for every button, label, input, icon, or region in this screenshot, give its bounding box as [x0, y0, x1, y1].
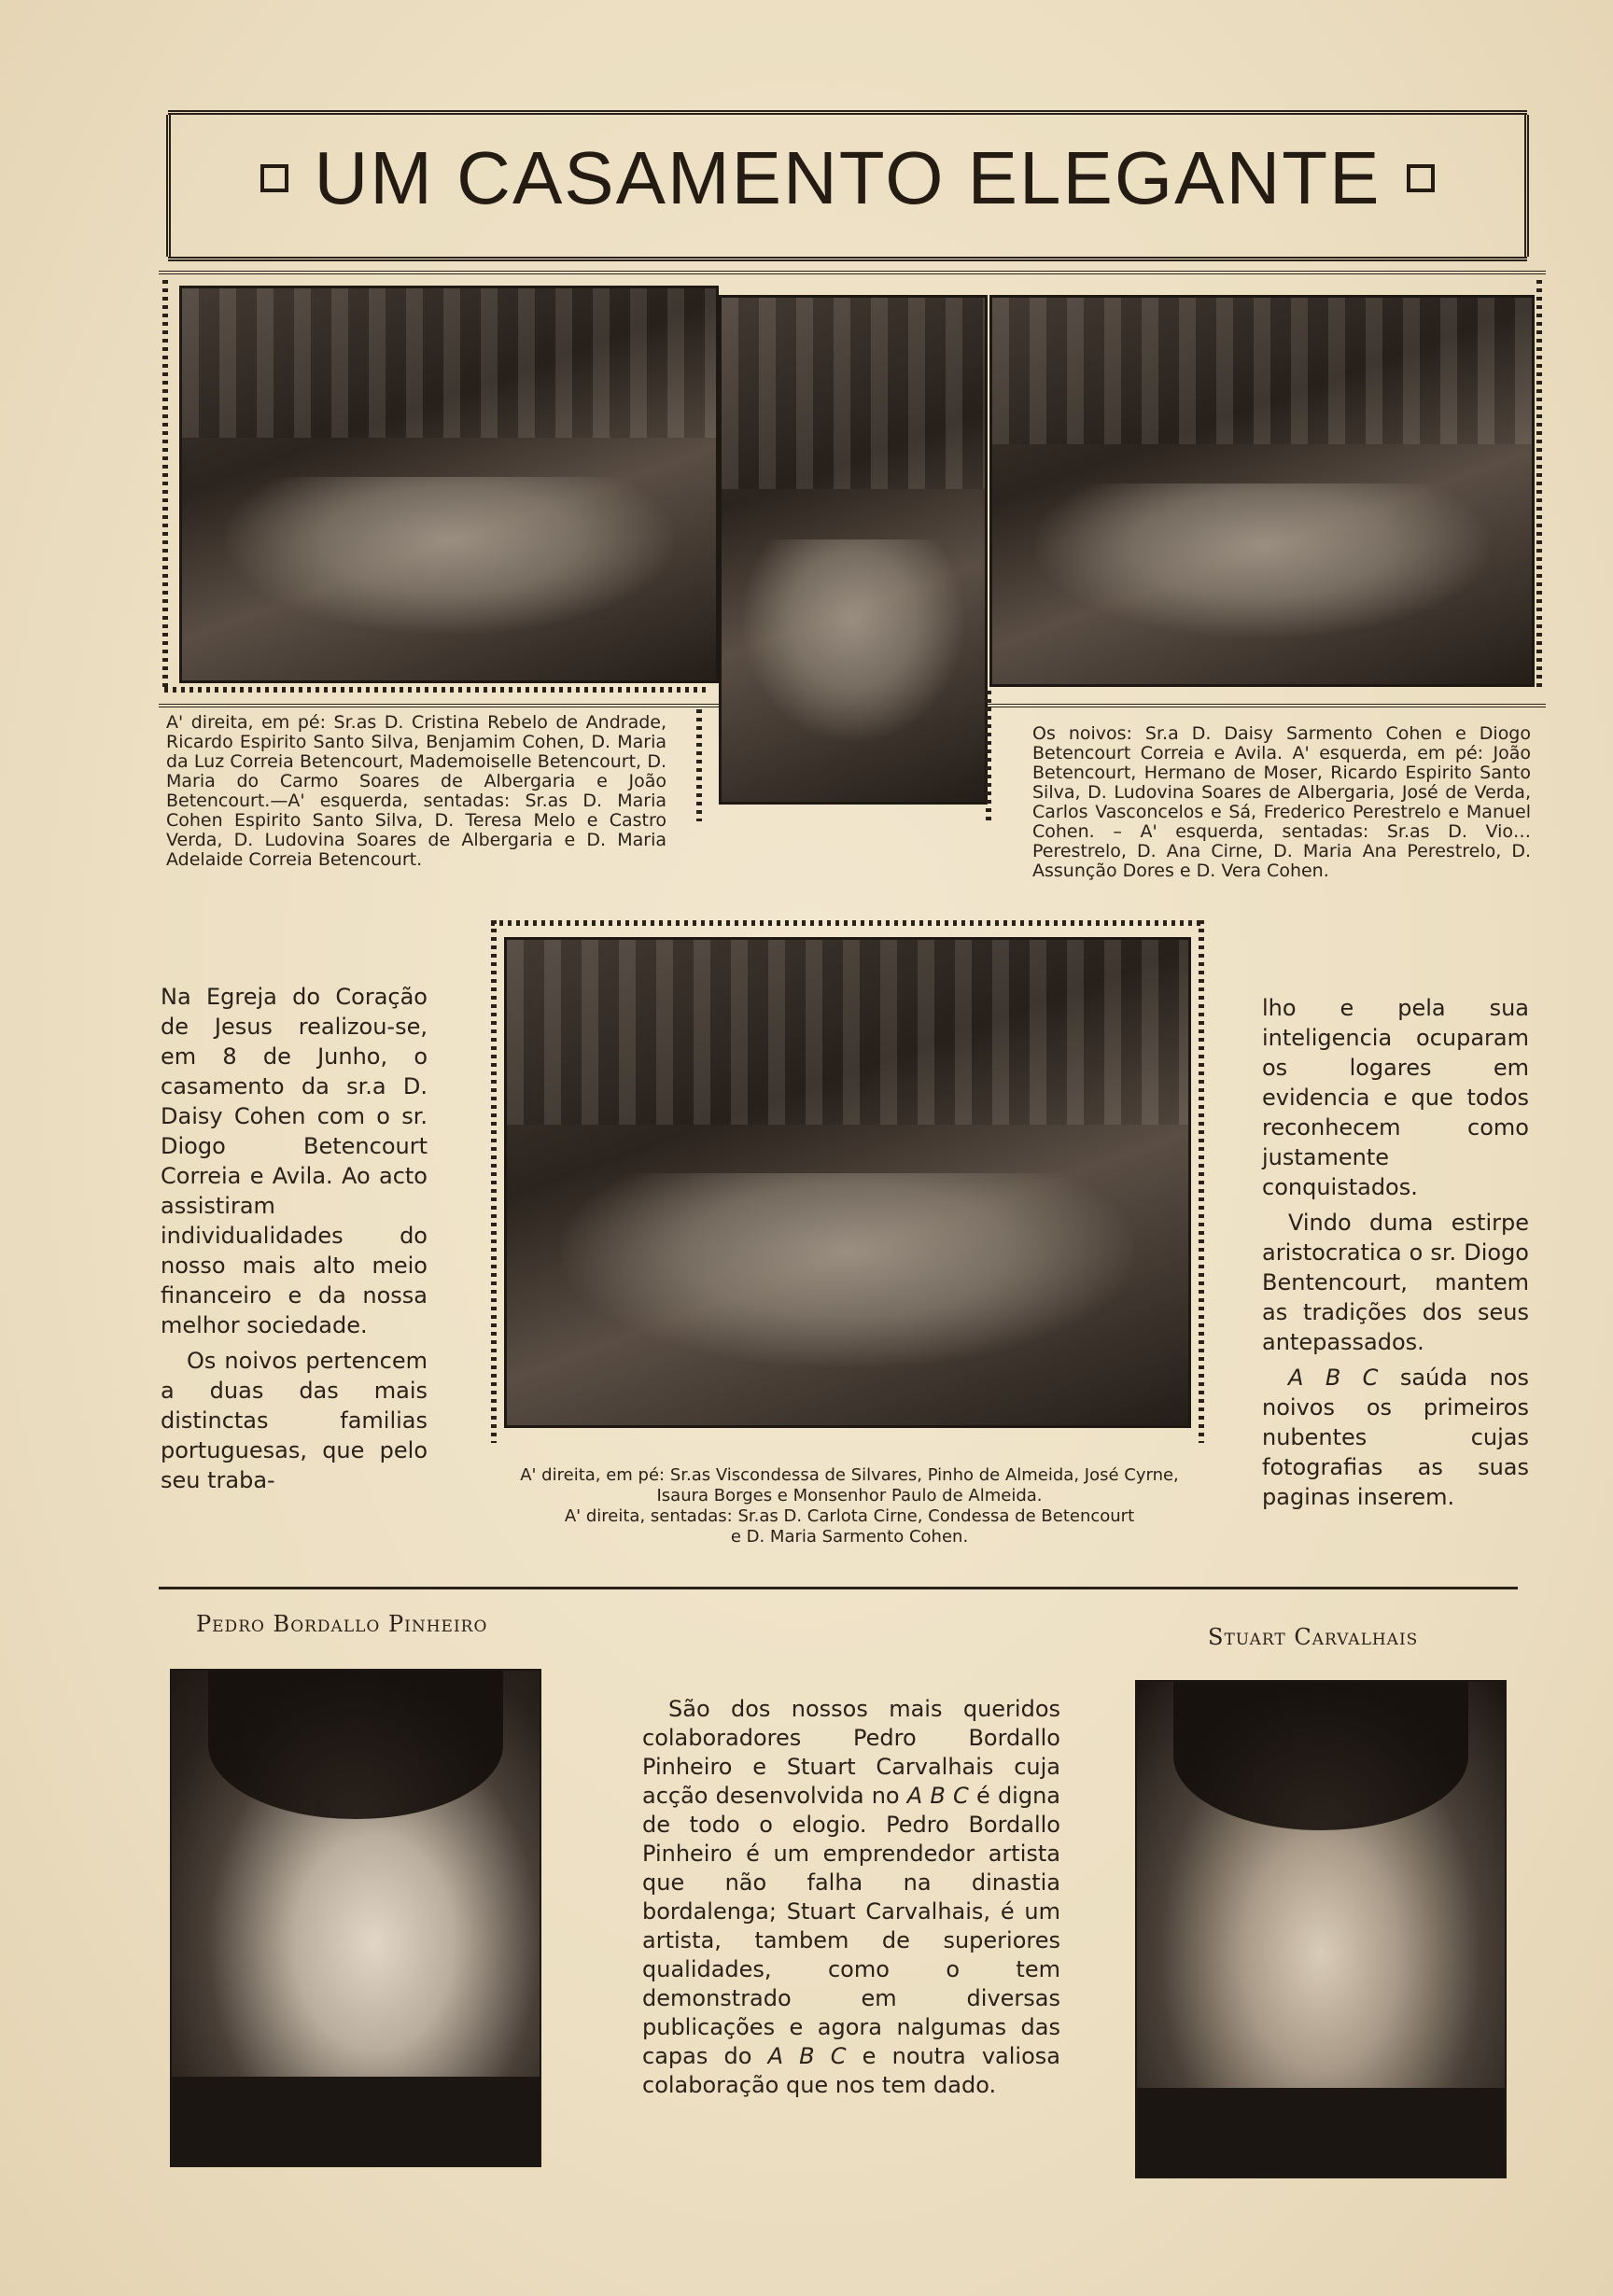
paragraph: Os noivos pertencem a duas das mais distinctas familias portuguesas, que pelo seu traba- — [161, 1348, 428, 1493]
caption-right: Os noivos: Sr.a D. Daisy Sarmento Cohen e Diogo Betencourt Correia e Avila. A' esquerda, em pé: João Betencourt, Hermano de Moser, Ricardo Espirito Santo Silva, D. Ludovina Soares de Albergaria, José de Verda, Carlos Vasconcelos e Sá, Frederico Perestrelo e Manuel Cohen. – A' esquerda, sentadas: Sr.as D. Vio… Perestrelo, D. Ana Cirne, D. Maria Ana Perestrelo, D. Assunção Dores e D. Vera Cohen. — [1032, 723, 1531, 881]
paragraph: Vindo duma estirpe aristocratica o sr. Diogo Bentencourt, mantem as tradições dos seus antepassados. — [1262, 1210, 1529, 1355]
title-frame — [168, 110, 1527, 261]
square-ornament-icon — [260, 164, 288, 192]
portrait-stuart-carvalhais — [1135, 1680, 1507, 2178]
portrait-hair — [1173, 1682, 1467, 1830]
square-ornament-icon — [1407, 164, 1435, 192]
article-left-column — [161, 982, 428, 1501]
dotted-border — [164, 687, 708, 693]
name-label-right: Stuart Carvalhais — [1208, 1624, 1419, 1650]
dotted-border — [696, 709, 702, 821]
paragraph — [1262, 1363, 1529, 1512]
dotted-border — [491, 920, 497, 1443]
abc-emphasis: A B C — [1288, 1365, 1379, 1391]
caption-center — [467, 1465, 1232, 1547]
article-title — [168, 135, 1527, 221]
article-right-column — [1262, 993, 1529, 1518]
dotted-border — [1199, 920, 1204, 1443]
dotted-border — [1536, 280, 1542, 691]
section-divider — [159, 1587, 1518, 1589]
caption-center-line: A' direita, sentadas: Sr.as D. Carlota Cirne, Condessa de Betencourt — [564, 1506, 1135, 1526]
paragraph-text: é digna de todo o elogio. Pedro Bordallo Pinheiro é um emprendedor artista que não falha na dinastia bordalenga; Stuart Carvalhais, é um artista, tambem de superiores qualidades, como o tem demonstrado em diversas publicações e agora nalgumas das capas do — [642, 1783, 1061, 2069]
dotted-border — [162, 280, 168, 691]
portrait-collar — [1137, 2088, 1505, 2177]
bottom-article-text — [642, 1695, 1060, 2106]
paragraph: Na Egreja do Coração de Jesus realizou-se, em 8 de Junho, o casamento da sr.a D. Daisy Cohen com o sr. Diogo Betencourt Correia e Avila. Ao acto assistiram individualidades do nosso mais alto meio financeiro e da nossa melhor sociedade. — [161, 984, 428, 1338]
paragraph — [642, 1695, 1060, 2100]
photo-group-left — [179, 286, 719, 683]
caption-center-line: e D. Maria Sarmento Cohen. — [730, 1527, 969, 1547]
portrait-collar — [172, 2077, 540, 2165]
portrait-pedro-bordallo — [170, 1669, 541, 2167]
caption-center-line: Isaura Borges e Monsenhor Paulo de Almeida. — [656, 1486, 1043, 1505]
portrait-hair — [208, 1671, 502, 1819]
dotted-border — [986, 691, 991, 821]
dotted-border — [491, 920, 1204, 926]
paragraph-text: São dos nossos mais queridos colaboradores Pedro Bordallo Pinheiro e Stuart Carvalhais cuja acção desenvolvida no — [642, 1696, 1060, 1809]
abc-emphasis: A B C — [767, 2043, 847, 2069]
paragraph: lho e pela sua inteligencia ocuparam os logares em evidencia e que todos reconhecem como justamente conquistados. — [1262, 995, 1529, 1200]
name-label-left: Pedro Bordallo Pinheiro — [196, 1611, 488, 1637]
abc-emphasis: A B C — [906, 1783, 969, 1809]
title-text: UM CASAMENTO ELEGANTE — [314, 136, 1382, 219]
caption-center-line: A' direita, em pé: Sr.as Viscondessa de Silvares, Pinho de Almeida, José Cyrne, — [520, 1465, 1179, 1485]
photo-bride-groom — [719, 295, 988, 805]
photo-group-right — [989, 295, 1535, 687]
caption-left: A' direita, em pé: Sr.as D. Cristina Rebelo de Andrade, Ricardo Espirito Santo Silva, Benjamim Cohen, D. Maria da Luz Correia Betencourt, Mademoiselle Betencourt, D. Maria do Carmo Soares de Albergaria e João Betencourt.—A' esquerda, sentadas: Sr.as D. Maria Cohen Espirito Santo Silva, D. Teresa Melo e Castro Verda, D. Ludovina Soares de Albergaria e D. Maria Adelaide Correia Betencourt. — [166, 712, 666, 870]
paragraph-text: saúda nos noivos os primeiros nubentes cujas fotografias as suas paginas inserem. — [1262, 1365, 1529, 1510]
photo-family-interior — [504, 937, 1191, 1428]
paragraph-text: e noutra valiosa colaboração que nos tem dado. — [642, 2043, 1060, 2098]
